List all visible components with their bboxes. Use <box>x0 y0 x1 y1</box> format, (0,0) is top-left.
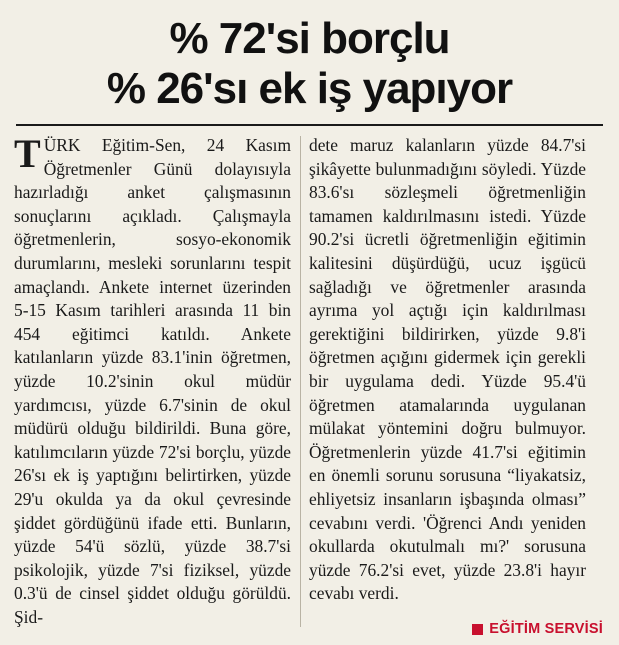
red-square-icon <box>472 624 483 635</box>
drop-cap: T <box>14 131 41 176</box>
page-title <box>14 14 605 114</box>
article-body-right: dete maruz kalanların yüzde 84.7'si şikâyette bulunmadığını söyledi. Yüzde 83.6'sı sözleşmeli öğretmenliğin tamamen kaldırılmasını istedi. Yüzde 90.2'si ücretli öğretmenliğin eğitimin kalitesini düşürdüğü, ucuz işgücü sağladığı ve öğretmenler arasında ayrıma yol açtığı için kaldırılması gerektiğini bildirirken, yüzde 9.8'i öğretmen açığını gidermek için gerekli bir uygulama dedi. Yüzde 95.4'ü öğretmen atamalarında uygulanan mülakat yöntemini doğru bulmuyor. Öğretmenlerin yüzde 41.7'si eğitimin en önemli sorunu sorusuna “liyakatsiz, ehliyetsiz insanların işbaşında olması” cevabını verdi. 'Öğrenci Andı yeniden okullarda okutulmalı mı?' sorusuna yüzde 76.2'si evet, yüzde 23.8'i hayır cevabı verdi. <box>309 135 586 604</box>
article-column-right <box>309 134 586 629</box>
article-body-left: ÜRK Eğitim-Sen, 24 Kasım Öğretmenler Günü dolayısıyla hazırladığı anket çalışmasının sonuçlarını açıkladı. Çalışmayla öğretmenlerin, sosyo-ekonomik durumlarını, mesleki sorunlarını tespit amaçlandı. Ankete internet üzerinden 5-15 Kasım tarihleri arasında 11 bin 454 eğitimci katıldı. Ankete katılanların yüzde 83.1'inin öğretmen, yüzde 10.2'sinin okul müdür yardımcısı, yüzde 6.7'sinin de okul müdürü olduğu bildirildi. Buna göre, katılımcıların yüzde 72'si borçlu, yüzde 26'sı ek iş yaptığını belirtirken, yüzde 29'u okulda ya da okul çevresinde şiddet gördüğünü ifade etti. Bunların, yüzde 54'ü sözlü, yüzde 38.7'si psikolojik, yüzde 7'si fiziksel, yüzde 0.3'ü de cinsel şiddet olduğu görüldü. Şid- <box>14 135 291 627</box>
article-column-left <box>14 131 291 629</box>
byline <box>472 621 603 637</box>
headline-line-1: % 72'si borçlu <box>169 14 450 63</box>
headline-line-2: % 26'sı ek iş yapıyor <box>106 64 513 113</box>
byline-label: EĞİTİM SERVİSİ <box>489 621 603 637</box>
article-columns <box>14 131 605 629</box>
headline-divider <box>16 124 603 126</box>
column-divider <box>300 136 301 627</box>
